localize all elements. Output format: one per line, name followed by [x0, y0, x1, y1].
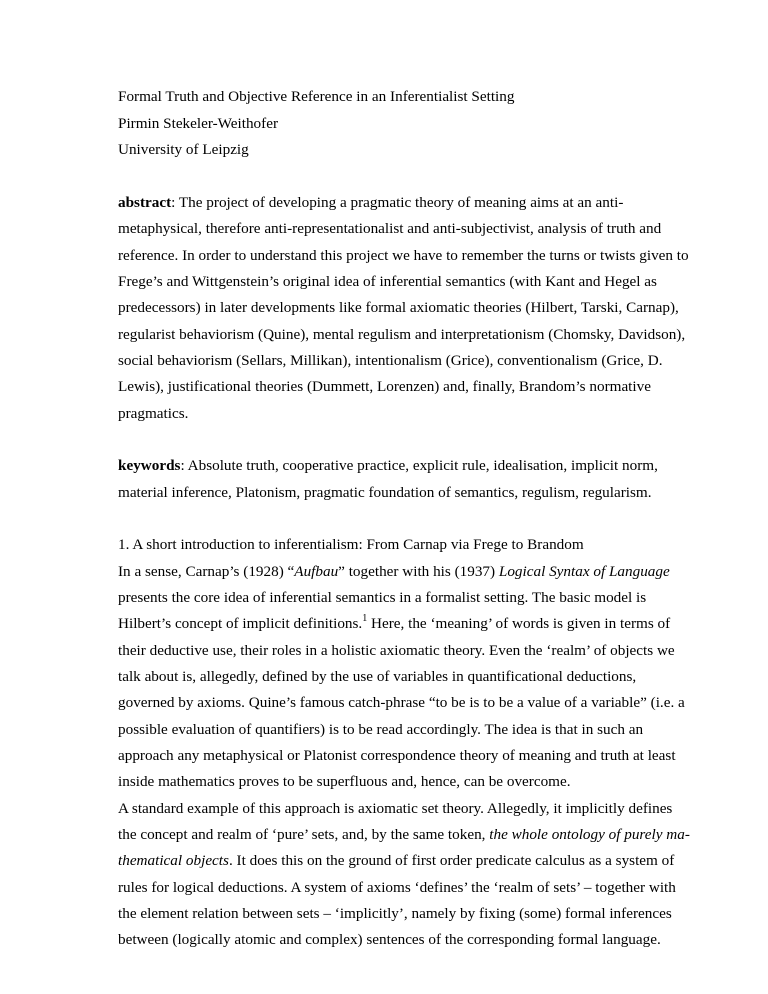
body-line: inside mathematics proves to be superfluous and, hence, can be overcome. — [118, 773, 571, 790]
keywords-line: material inference, Platonism, pragmatic foundation of semantics, regulism, regularism. — [118, 484, 652, 501]
keywords-line: keywords: Absolute truth, cooperative practice, explicit rule, idealisation, implicit norm, — [118, 457, 658, 474]
footnote-marker[interactable]: 1 — [362, 612, 368, 624]
abstract-line: Frege’s and Wittgenstein’s original idea of inferential semantics (with Kant and Hegel as — [118, 273, 657, 290]
body-line: their deductive use, their roles in a holistic axiomatic theory. Even the ‘realm’ of objects we — [118, 642, 675, 659]
abstract-label: abstract — [118, 194, 172, 211]
body-line: rules for logical deductions. A system of axioms ‘defines’ the ‘realm of sets’ – together with — [118, 879, 676, 896]
body-line: between (logically atomic and complex) sentences of the corresponding formal language. — [118, 931, 661, 948]
abstract-line: abstract: The project of developing a pragmatic theory of meaning aims at an anti- — [118, 194, 624, 211]
abstract-line: pragmatics. — [118, 405, 189, 422]
body-line: In a sense, Carnap’s (1928) “Aufbau” together with his (1937) Logical Syntax of Language — [118, 563, 670, 580]
body-line: the element relation between sets – ‘implicitly’, namely by fixing (some) formal inferences — [118, 905, 672, 922]
abstract-line: predecessors) in later developments like formal axiomatic theories (Hilbert, Tarski, Carnap), — [118, 299, 679, 316]
abstract-line: social behaviorism (Sellars, Millikan), intentionalism (Grice), conventionalism (Grice, D. — [118, 352, 663, 369]
body-line: possible evaluation of quantifiers) is to be read accordingly. The idea is that in such an — [118, 721, 644, 738]
abstract-line: regularist behaviorism (Quine), mental regulism and interpretationism (Chomsky, Davidson), — [118, 326, 686, 343]
body-line: approach any metaphysical or Platonist correspondence theory of meaning and truth at least — [118, 747, 676, 764]
author-name: Pirmin Stekeler-Weithofer — [118, 115, 279, 132]
body-line: thematical objects. It does this on the ground of first order predicate calculus as a system of — [118, 852, 675, 869]
abstract-line: Lewis), justificational theories (Dummett, Lorenzen) and, finally, Brandom’s normative — [118, 378, 651, 395]
abstract-line: metaphysical, therefore anti-representationalist and anti-subjectivist, analysis of truth and — [118, 220, 662, 237]
body-line: governed by axioms. Quine’s famous catch-phrase “to be is to be a value of a variable” (i.e. a — [118, 694, 685, 711]
body-line: presents the core idea of inferential semantics in a formalist setting. The basic model is — [118, 589, 647, 606]
section-heading: 1. A short introduction to inferentialism: From Carnap via Frege to Brandom — [118, 536, 584, 553]
body-line: talk about is, allegedly, defined by the use of variables in quantificational deductions, — [118, 668, 637, 685]
body-line: the concept and realm of ‘pure’ sets, and, by the same token, the whole ontology of purely ma- — [118, 826, 690, 843]
paper-title: Formal Truth and Objective Reference in an Inferentialist Setting — [118, 88, 515, 105]
body-line: Hilbert’s concept of implicit definitions.$^1$ Here, the ‘meaning’ of words is given in terms of — [118, 612, 671, 632]
keywords-label: keywords — [118, 457, 181, 474]
author-affiliation: University of Leipzig — [118, 141, 249, 158]
abstract-line: reference. In order to understand this project we have to remember the turns or twists given to — [118, 247, 689, 264]
body-line: A standard example of this approach is axiomatic set theory. Allegedly, it implicitly defines — [118, 800, 673, 817]
